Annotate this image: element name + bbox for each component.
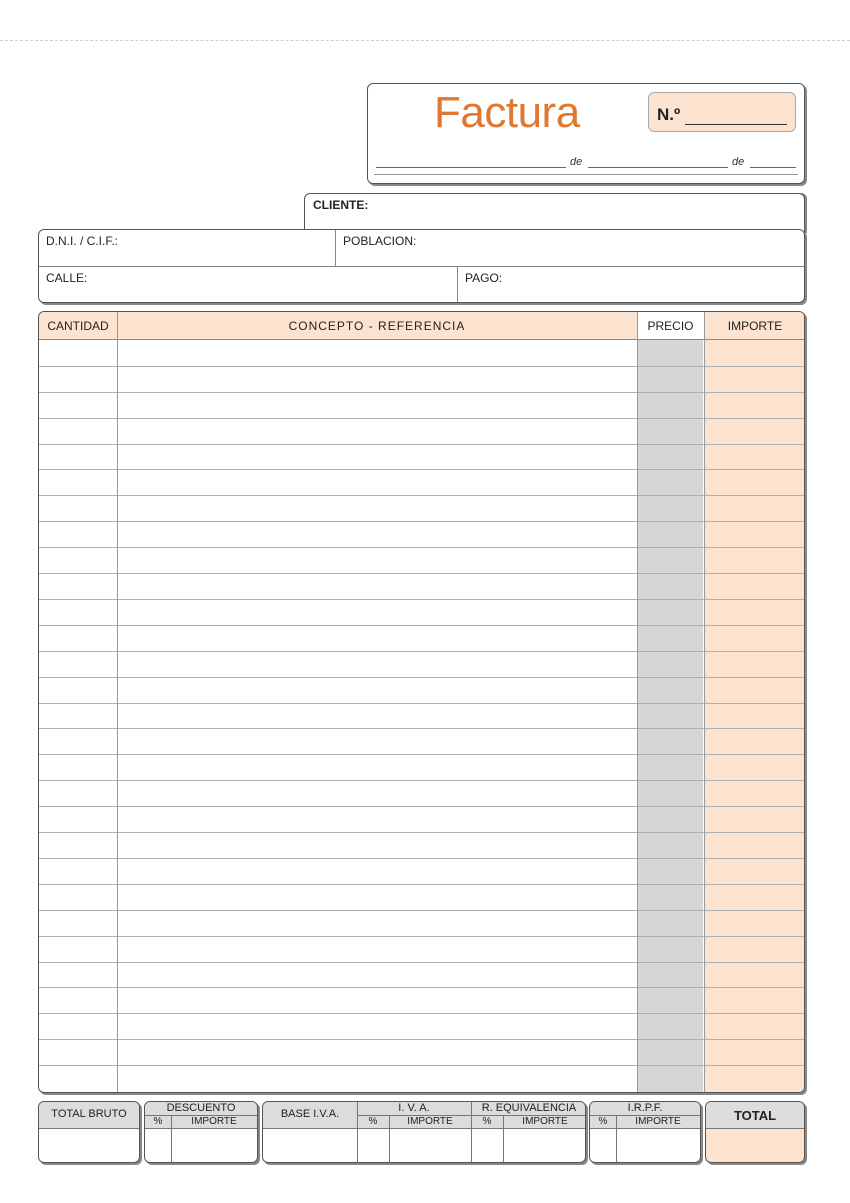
req-pct: % xyxy=(482,1116,492,1127)
col-divider-3 xyxy=(704,312,705,1092)
table-row-line xyxy=(39,936,804,937)
cliente-label: CLIENTE: xyxy=(313,198,369,212)
header-underline xyxy=(374,174,798,175)
table-row-line xyxy=(39,625,804,626)
table-row-line xyxy=(39,1013,804,1014)
irpf-pct: % xyxy=(598,1116,608,1127)
iva-pct: % xyxy=(368,1116,378,1127)
poblacion-label: POBLACION: xyxy=(343,234,417,248)
table-row-line xyxy=(39,677,804,678)
table-row-line xyxy=(39,910,804,911)
table-row-line xyxy=(39,651,804,652)
table-row-line xyxy=(39,418,804,419)
table-row-line xyxy=(39,547,804,548)
table-row-line xyxy=(39,987,804,988)
dni-label: D.N.I. / C.I.F.: xyxy=(46,234,119,248)
total-box[interactable] xyxy=(705,1101,805,1163)
th-cantidad: CANTIDAD xyxy=(39,312,117,340)
table-row-line xyxy=(39,1065,804,1066)
table-row-line xyxy=(39,962,804,963)
r-equivalencia-label: R. EQUIVALENCIA xyxy=(481,1102,577,1114)
client-name-box[interactable] xyxy=(304,193,805,233)
calle-divider xyxy=(457,266,458,302)
date-day-line[interactable] xyxy=(376,167,566,168)
table-row-line xyxy=(39,495,804,496)
date-de-2: de xyxy=(732,156,745,168)
iva-importe: IMPORTE xyxy=(407,1116,453,1127)
table-row-line xyxy=(39,392,804,393)
total-bruto-box[interactable] xyxy=(38,1101,140,1163)
date-month-line[interactable] xyxy=(588,167,728,168)
req-importe: IMPORTE xyxy=(522,1116,568,1127)
table-row-line xyxy=(39,1039,804,1040)
descuento-pct: % xyxy=(153,1116,163,1127)
client-details-box xyxy=(38,229,805,303)
table-row-line xyxy=(39,754,804,755)
col-divider-2 xyxy=(637,312,638,1092)
page-top-dashed-line xyxy=(0,40,850,41)
items-table xyxy=(38,311,805,1093)
invoice-number-line xyxy=(685,124,787,125)
invoice-title: Factura xyxy=(434,88,580,137)
table-row-line xyxy=(39,444,804,445)
iva-label: I. V. A. xyxy=(398,1102,430,1114)
th-precio: PRECIO xyxy=(637,312,704,340)
table-row-line xyxy=(39,703,804,704)
table-row-line xyxy=(39,728,804,729)
total-bruto-label: TOTAL BRUTO xyxy=(51,1108,127,1120)
descuento-label: DESCUENTO xyxy=(166,1102,236,1114)
th-concepto: CONCEPTO - REFERENCIA xyxy=(117,312,637,340)
irpf-importe: IMPORTE xyxy=(635,1116,681,1127)
irpf-box[interactable] xyxy=(589,1101,701,1163)
invoice-number-box[interactable] xyxy=(648,92,796,132)
table-row-line xyxy=(39,780,804,781)
invoice-header-box xyxy=(367,83,805,184)
table-row-line xyxy=(39,884,804,885)
table-row-line xyxy=(39,366,804,367)
table-row-line xyxy=(39,832,804,833)
descuento-divider xyxy=(171,1115,172,1162)
table-row-line xyxy=(39,469,804,470)
dni-divider xyxy=(335,230,336,266)
precio-column-fill xyxy=(637,340,703,1092)
table-row-line xyxy=(39,806,804,807)
descuento-box[interactable] xyxy=(144,1101,258,1163)
table-row-line xyxy=(39,573,804,574)
base-iva-label: BASE I.V.A. xyxy=(280,1108,340,1120)
date-de-1: de xyxy=(570,156,583,168)
total-label: TOTAL xyxy=(733,1108,777,1123)
client-row-divider xyxy=(39,266,804,267)
descuento-importe: IMPORTE xyxy=(191,1116,237,1127)
importe-column-fill xyxy=(704,340,804,1092)
table-row-line xyxy=(39,521,804,522)
th-importe: IMPORTE xyxy=(704,312,805,340)
calle-label: CALLE: xyxy=(46,271,88,285)
date-year-line[interactable] xyxy=(750,167,796,168)
pago-label: PAGO: xyxy=(465,271,503,285)
table-row-line xyxy=(39,858,804,859)
irpf-divider xyxy=(616,1115,617,1162)
col-divider-1 xyxy=(117,312,118,1092)
iva-group-box[interactable] xyxy=(262,1101,586,1163)
irpf-label: I.R.P.F. xyxy=(627,1102,663,1114)
table-row-line xyxy=(39,599,804,600)
invoice-number-label: N.º xyxy=(657,105,681,124)
